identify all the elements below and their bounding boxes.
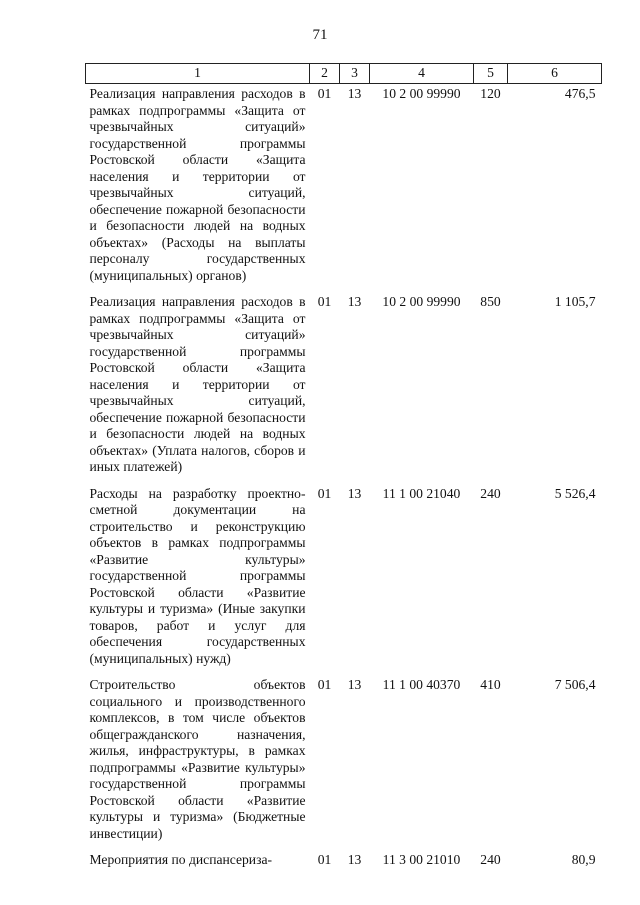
table-row bbox=[86, 84, 602, 293]
row-target-code: 11 1 00 21040 bbox=[382, 485, 461, 501]
row-target-code: 10 2 00 99990 bbox=[382, 294, 461, 309]
table-row bbox=[86, 484, 602, 676]
row-description: Реализация направления расходов в рамках подпрограммы «Защита от чрезвычайных ситуаций» государственной программы Ростовской области «Защита населения и территории от чрезвычайных ситуаций, обеспечение пожарной безопасности и безопасности людей на водных объектах» (Расходы на выплаты персоналу государственных (муниципальных) органов) bbox=[89, 86, 306, 283]
header-col-2: 2 bbox=[310, 64, 340, 84]
row-target-code: 11 1 00 40370 bbox=[382, 677, 461, 692]
row-subsection: 13 bbox=[347, 852, 362, 867]
row-amount: 80,9 bbox=[571, 852, 596, 867]
row-description: Строительство объектов социального и производственного комплексов, в том числе объектов общегражданского назначения, жилья, инфраструктуры, в рамках подпрограммы «Развитие культуры» государственной программы Ростовской области «Развитие культуры и туризма» (Бюджетные инвестиции) bbox=[89, 677, 306, 841]
table-row bbox=[86, 292, 602, 484]
row-description: Реализация направления расходов в рамках подпрограммы «Защита от чрезвычайных ситуаций» государственной программы Ростовской области «Защита населения и территории от чрезвычайных ситуаций, обеспечение пожарной безопасности и безопасности людей на водных объектах» (Уплата налогов, сборов и иных платежей) bbox=[89, 294, 306, 474]
row-subsection: 13 bbox=[347, 86, 362, 101]
row-section: 01 bbox=[317, 294, 332, 309]
header-col-4: 4 bbox=[370, 64, 474, 84]
row-section: 01 bbox=[317, 852, 332, 867]
table-row bbox=[86, 675, 602, 850]
table-row bbox=[86, 850, 602, 877]
row-section: 01 bbox=[317, 677, 332, 692]
row-expense-type: 240 bbox=[480, 485, 501, 501]
row-target-code: 11 3 00 21010 bbox=[382, 852, 461, 867]
row-expense-type: 850 bbox=[480, 294, 501, 309]
header-col-1: 1 bbox=[86, 64, 310, 84]
row-expense-type: 240 bbox=[480, 852, 501, 867]
page-number: 71 bbox=[312, 27, 328, 43]
row-target-code: 10 2 00 99990 bbox=[382, 86, 461, 101]
row-amount: 7 506,4 bbox=[554, 677, 596, 692]
row-description: Мероприятия по диспансериза- bbox=[89, 852, 273, 867]
row-section: 01 bbox=[317, 485, 332, 501]
row-amount: 1 105,7 bbox=[554, 294, 596, 309]
budget-table bbox=[85, 63, 602, 877]
row-amount: 5 526,4 bbox=[554, 485, 596, 501]
row-subsection: 13 bbox=[347, 677, 362, 692]
header-col-5: 5 bbox=[474, 64, 508, 84]
row-section: 01 bbox=[317, 86, 332, 101]
row-expense-type: 120 bbox=[480, 86, 501, 101]
table-header-row bbox=[86, 64, 602, 84]
row-expense-type: 410 bbox=[480, 677, 501, 692]
row-description: Расходы на разработку проектно-сметной документации на строительство и реконструкцию объектов в рамках подпрограммы «Развитие культуры» государственной программы Ростовской области «Развитие культуры и туризма» (Иные закупки товаров, работ и услуг для обеспечения государственных (муниципальных) нужд) bbox=[89, 485, 306, 666]
row-amount: 476,5 bbox=[564, 86, 596, 101]
header-col-3: 3 bbox=[340, 64, 370, 84]
header-col-6: 6 bbox=[508, 64, 602, 84]
row-subsection: 13 bbox=[347, 485, 362, 501]
row-subsection: 13 bbox=[347, 294, 362, 309]
